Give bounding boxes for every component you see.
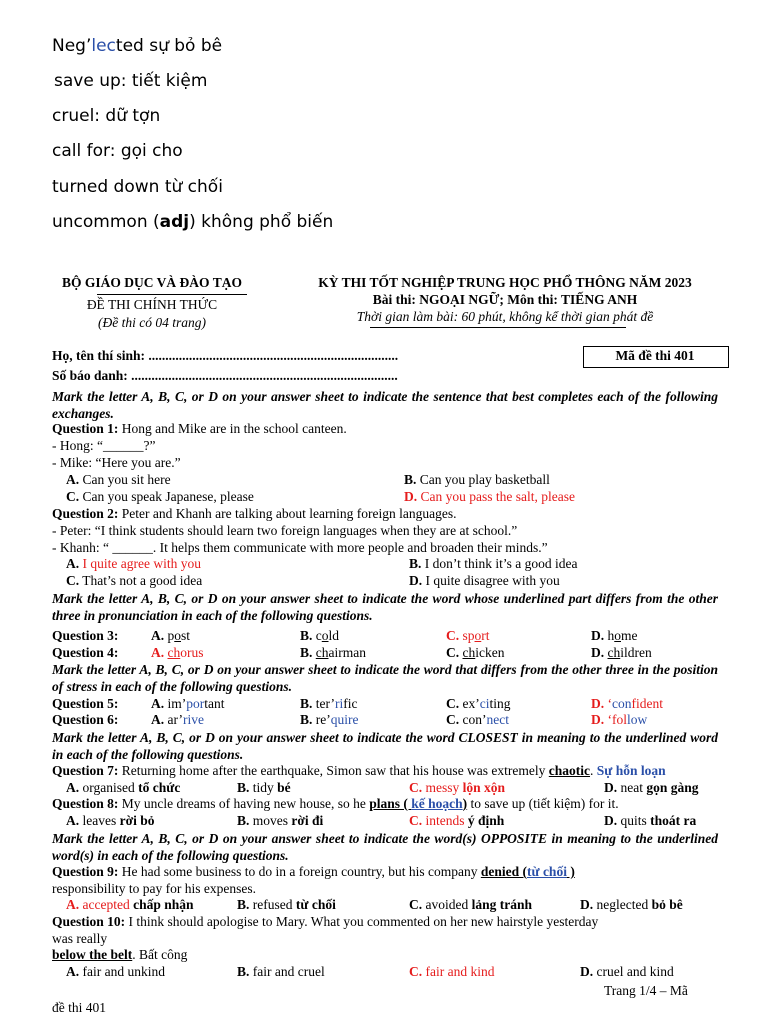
question-10-phrase: below the belt. Bất công [52, 947, 188, 962]
question-9: Question 9: He had some business to do in a foreign country, but his company denied (từ chối ) [52, 864, 575, 879]
question-1: Question 1: Hong and Mike are in the school canteen. [52, 421, 347, 436]
official-label: ĐỀ THI CHÍNH THỨC [86, 297, 218, 312]
q5-option-a: A. im’portant [151, 696, 225, 711]
q8-option-c: C. intends ý định [409, 813, 505, 828]
q5-option-b: B. ter’rific [300, 696, 358, 711]
q5-option-c: C. ex’citing [446, 696, 511, 711]
exam-code: Mã đề thi 401 [615, 348, 695, 363]
divider [370, 327, 626, 328]
question-3: Question 3: [52, 628, 119, 643]
section-instruction: Mark the letter A, B, C, or D on your answer sheet to indicate the sentence that best completes each of the following exchanges. [52, 389, 718, 421]
question-9-continued: responsibility to pay for his expenses. [52, 881, 256, 896]
section-instruction: Mark the letter A, B, C, or D on your answer sheet to indicate the word CLOSEST in meaning to the underlined word in each of the following questions. [52, 730, 718, 762]
note-neglected: Neg’lected sự bỏ bê [52, 36, 223, 56]
q4-option-d: D. children [591, 645, 652, 660]
q7-option-c: C. messy lộn xộn [409, 780, 506, 795]
q6-option-b: B. re’quire [300, 712, 359, 727]
dialogue-line: - Khanh: “ ______. It helps them communicate with more people and broaden their minds.” [52, 540, 548, 555]
q1-option-d: D. Can you pass the salt, please [404, 489, 575, 504]
q3-option-c: C. sport [446, 628, 490, 643]
dialogue-line: - Hong: “______?” [52, 438, 156, 453]
question-4: Question 4: [52, 645, 119, 660]
note-uncommon: uncommon (adj) không phổ biến [52, 212, 334, 232]
divider [97, 294, 247, 295]
q7-option-a: A. organised tổ chức [66, 780, 181, 795]
q9-option-b: B. refused từ chối [237, 897, 336, 912]
question-8: Question 8: My uncle dreams of having new house, so he plans ( kế hoạch) to save up (tiết kiệm) for it. [52, 796, 619, 811]
section-instruction: Mark the letter A, B, C, or D on your answer sheet to indicate the word that differs from the other three in the position of stress in each of the following questions. [52, 662, 718, 694]
note-cruel: cruel: dữ tợn [52, 106, 161, 126]
q4-option-a: A. chorus [151, 645, 204, 660]
q2-option-d: D. I quite disagree with you [409, 573, 560, 588]
q6-option-c: C. con’nect [446, 712, 509, 727]
q8-option-b: B. moves rời đi [237, 813, 324, 828]
q1-option-a: A. Can you sit here [66, 472, 171, 487]
ministry-name: BỘ GIÁO DỤC VÀ ĐÀO TẠO [62, 275, 242, 290]
q1-option-b: B. Can you play basketball [404, 472, 550, 487]
section-instruction: Mark the letter A, B, C, or D on your answer sheet to indicate the word(s) OPPOSITE in meaning to the underlined word(s) in each of the following questions. [52, 831, 718, 863]
q2-option-a: A. I quite agree with you [66, 556, 201, 571]
q8-option-a: A. leaves rời bỏ [66, 813, 155, 828]
page-number: Trang 1/4 – Mã [604, 983, 688, 998]
candidate-name-line: Họ, tên thí sinh: .......................................................................... [52, 348, 399, 363]
q5-option-d: D. ‘confident [591, 696, 663, 711]
note-turned-down: turned down từ chối [52, 177, 223, 197]
q9-option-a: A. accepted chấp nhận [66, 897, 194, 912]
q1-option-c: C. Can you speak Japanese, please [66, 489, 254, 504]
q7-option-d: D. neat gọn gàng [604, 780, 699, 795]
section-instruction: Mark the letter A, B, C, or D on your answer sheet to indicate the word whose underlined part differs from the other three in pronunciation in each of the following questions. [52, 591, 718, 623]
dialogue-line: - Mike: “Here you are.” [52, 455, 181, 470]
page-count: (Đề thi có 04 trang) [98, 315, 206, 330]
question-5: Question 5: [52, 696, 119, 711]
q10-option-d: D. cruel and kind [580, 964, 674, 979]
q4-option-c: C. chicken [446, 645, 505, 660]
q3-option-b: B. cold [300, 628, 340, 643]
exam-title: KỲ THI TỐT NGHIỆP TRUNG HỌC PHỔ THÔNG NĂM 2023 [318, 275, 692, 290]
q10-option-b: B. fair and cruel [237, 964, 325, 979]
note-call-for: call for: gọi cho [52, 141, 183, 161]
q10-option-a: A. fair and unkind [66, 964, 165, 979]
note-save-up: save up: tiết kiệm [54, 71, 208, 91]
question-2: Question 2: Peter and Khanh are talking about learning foreign languages. [52, 506, 457, 521]
q3-option-d: D. home [591, 628, 638, 643]
q8-option-d: D. quits thoát ra [604, 813, 697, 828]
dialogue-line: - Peter: “I think students should learn two foreign languages when they are at school.” [52, 523, 518, 538]
page-number-continued: đề thi 401 [52, 1000, 106, 1015]
question-6: Question 6: [52, 712, 119, 727]
q6-option-d: D. ‘follow [591, 712, 648, 727]
exam-subject: Bài thi: NGOẠI NGỮ; Môn thi: TIẾNG ANH [372, 292, 638, 307]
candidate-id-line: Số báo danh: ............................................................................... [52, 368, 398, 383]
q4-option-b: B. chairman [300, 645, 366, 660]
exam-time: Thời gian làm bài: 60 phút, không kể thời gian phát đề [356, 309, 654, 324]
q9-option-d: D. neglected bỏ bê [580, 897, 683, 912]
q9-option-c: C. avoided lảng tránh [409, 897, 533, 912]
q6-option-a: A. ar’rive [151, 712, 204, 727]
q7-option-b: B. tidy bé [237, 780, 291, 795]
question-7: Question 7: Returning home after the earthquake, Simon saw that his house was extremely chaotic. Sự hỗn loạn [52, 763, 666, 778]
q2-option-b: B. I don’t think it’s a good idea [409, 556, 578, 571]
q2-option-c: C. That’s not a good idea [66, 573, 203, 588]
q10-option-c: C. fair and kind [409, 964, 495, 979]
question-10-continued: was really [52, 931, 108, 946]
q3-option-a: A. post [151, 628, 191, 643]
question-10: Question 10: I think should apologise to Mary. What you commented on her new hairstyle yesterday [52, 914, 599, 929]
